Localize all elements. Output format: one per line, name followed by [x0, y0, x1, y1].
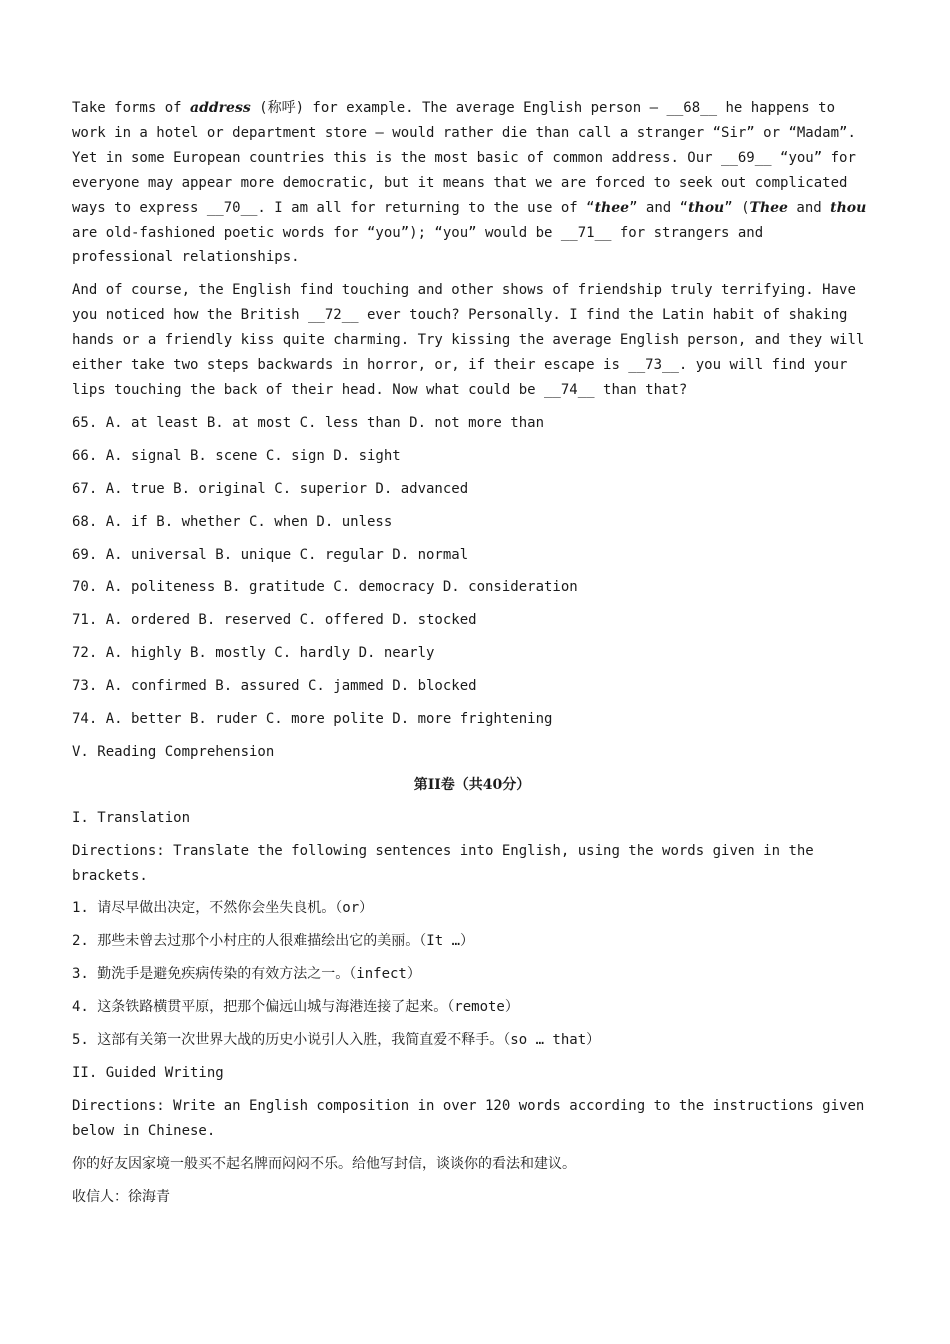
translation-item: 1. 请尽早做出决定，不然你会坐失良机。（or） [72, 900, 374, 917]
question-item: 74. A. better B. ruder C. more polite D. more frightening [72, 711, 553, 728]
question-item: 70. A. politeness B. gratitude C. democracy D. consideration [72, 579, 578, 596]
passage-paragraph-1 [72, 96, 872, 270]
writing-recipient: 收信人：徐海青 [72, 1188, 170, 1205]
text-run: Take forms of [72, 100, 191, 116]
question-item: 66. A. signal B. scene C. sign D. sight [72, 447, 401, 464]
term-thou: thou [688, 199, 725, 216]
translation-directions: Directions: Translate the following sentences into English, using the words given in the brackets. [72, 842, 814, 884]
term-thou-2: thou [830, 199, 867, 216]
question-item: 68. A. if B. whether C. when D. unless [72, 513, 393, 530]
text-run: are old-fashioned poetic words for “you”); “you” would be __71__ for strangers and professional relationships. [72, 224, 764, 266]
question-list [72, 411, 872, 732]
section-heading-writing: II. Guided Writing [72, 1065, 224, 1081]
text-run: ” ( [724, 199, 750, 216]
term-thee-capital: Thee [749, 199, 788, 216]
term-thee: thee [594, 199, 630, 216]
translation-item: 5. 这部有关第一次世界大战的历史小说引人入胜，我简直爱不释手。（so … that） [72, 1032, 601, 1049]
question-item: 67. A. true B. original C. superior D. advanced [72, 480, 469, 497]
translation-item: 4. 这条铁路横贯平原，把那个偏远山城与海港连接了起来。（remote） [72, 999, 519, 1016]
section-heading-reading: V. Reading Comprehension [72, 743, 275, 760]
writing-directions: Directions: Write an English composition in over 120 words according to the instructions given below in Chinese. [72, 1097, 865, 1139]
question-item: 71. A. ordered B. reserved C. offered D. stocked [72, 612, 477, 629]
text-run: ” and “ [629, 199, 689, 216]
translation-item: 2. 那些未曾去过那个小村庄的人很难描绘出它的美丽。（It …） [72, 933, 474, 950]
question-item: 72. A. highly B. mostly C. hardly D. nearly [72, 645, 435, 662]
section-heading-translation: I. Translation [72, 809, 191, 826]
passage-paragraph-2: And of course, the English find touching and other shows of friendship truly terrifying. Have you noticed how the British __72__ ever touch? Personally. I find the Latin habit of shaking hands or a friendly kiss quite charming. Try kissing the average English person, and they will either take two steps backwards in horror, or, if their escape is __73__. you will find your lips touching the back of their head. Now what could be __74__ than that? [72, 282, 865, 398]
writing-prompt: 你的好友因家境一般买不起名牌而闷闷不乐。给他写封信，谈谈你的看法和建议。 [72, 1155, 576, 1172]
question-item: 69. A. universal B. unique C. regular D. normal [72, 546, 469, 563]
part-title: 第II卷（共40分） [413, 776, 531, 793]
question-item: 65. A. at least B. at most C. less than D. not more than [72, 414, 545, 431]
term-address: address [190, 100, 251, 116]
translation-item: 3. 勤洗手是避免疾病传染的有效方法之一。（infect） [72, 966, 421, 983]
text-run: and [787, 199, 831, 216]
question-item: 73. A. confirmed B. assured C. jammed D. blocked [72, 678, 477, 695]
document-page [72, 96, 872, 1218]
text-run: (称呼) for example. The average English person — __68__ he happens to work in a hotel or department store — would rather die than call a stranger “Sir” or “Madam”. Yet in some European countries this is the most basic of common address. Our __69__ “you” for everyone may appear more democratic, but it means that we are forced to seek out complicated ways to express __70__. I am all for returning to the use of “ [72, 100, 856, 216]
